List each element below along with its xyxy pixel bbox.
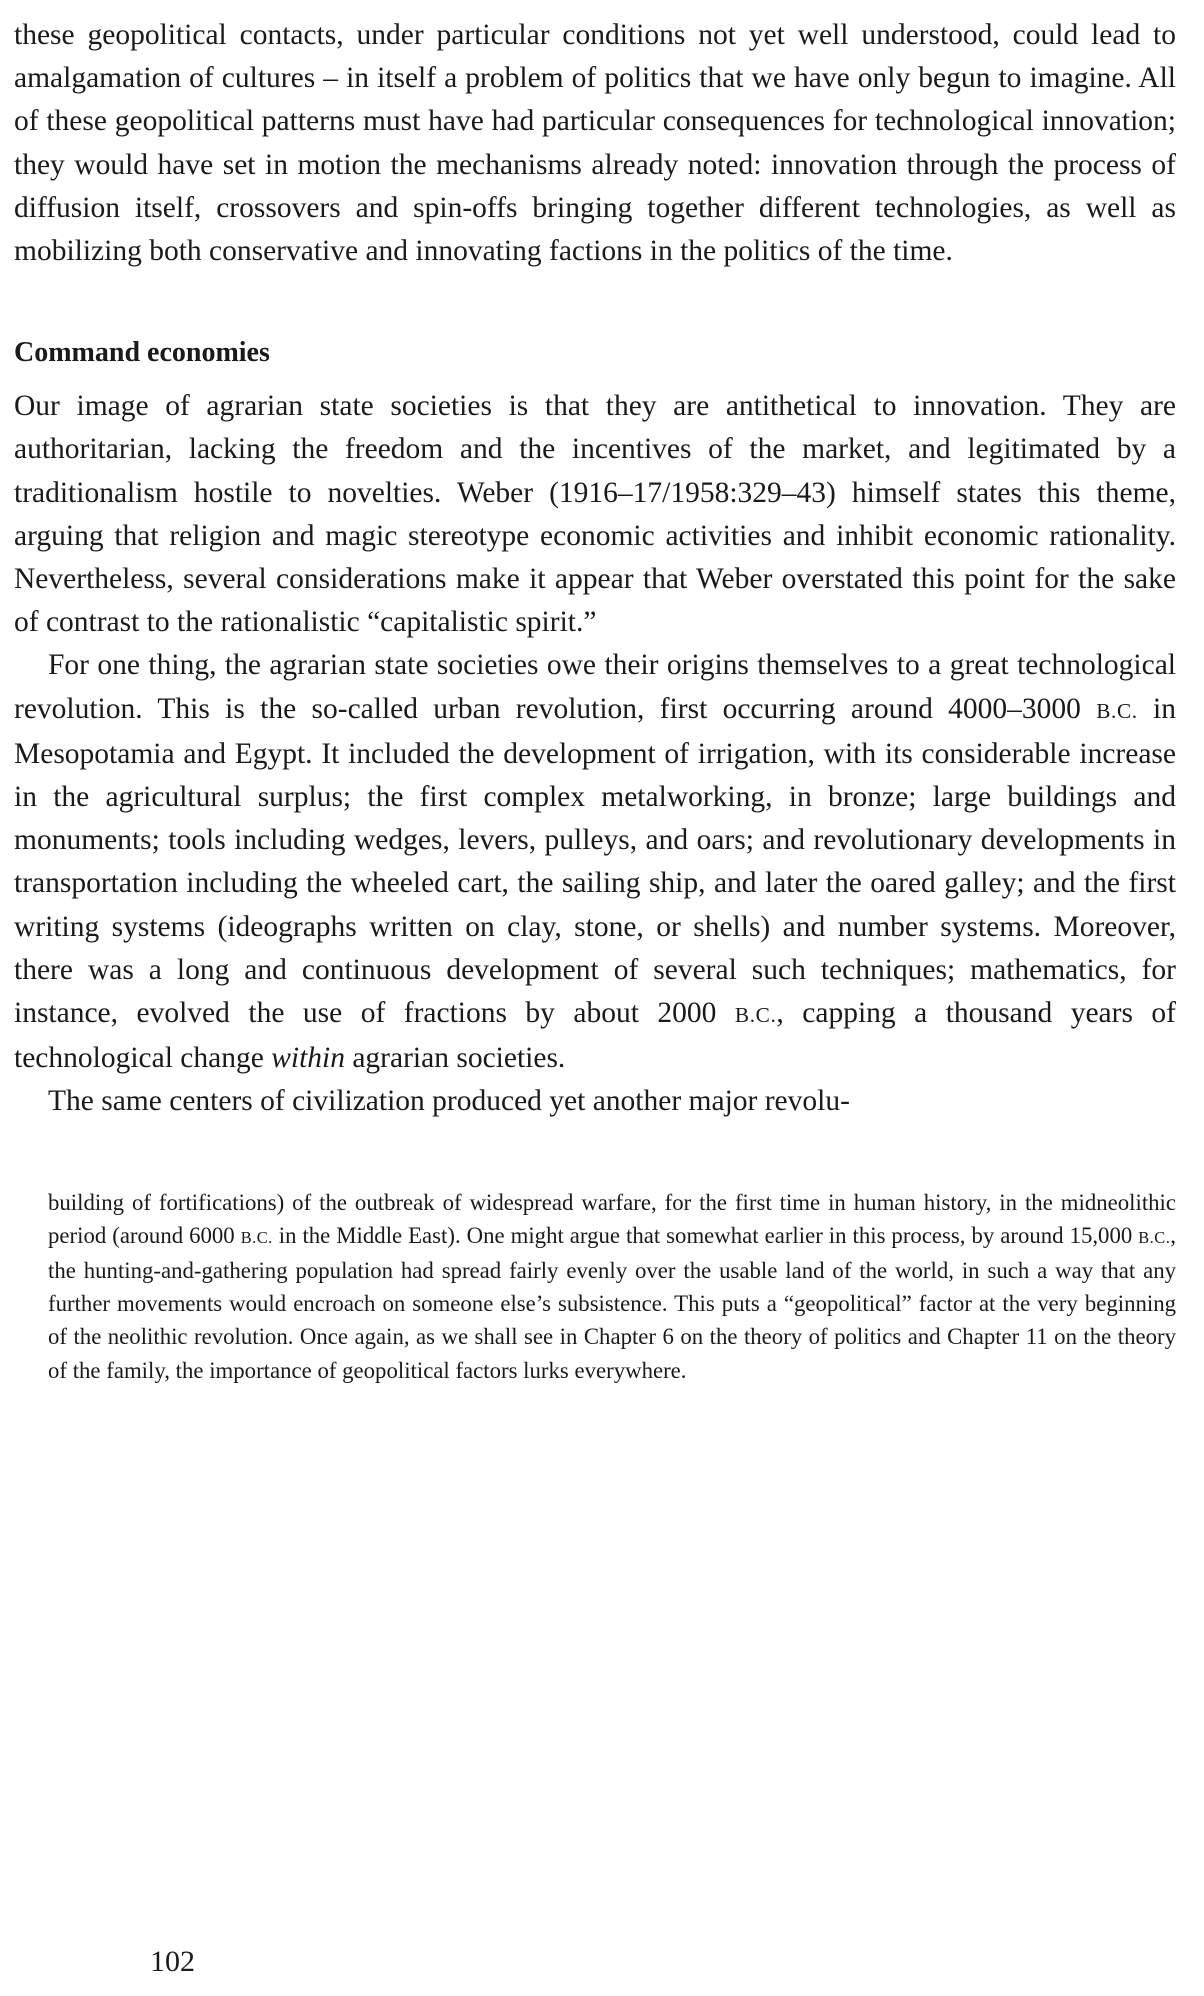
- footnote-text-a: building of fortifications) of the outbreak of widespread warfare, for the first time in human history, in the midneolithic period (around 6000: [48, 1189, 1176, 1248]
- paragraph-2-text-d: agrarian societies.: [344, 1042, 566, 1075]
- body-paragraph-3: The same centers of civilization produced yet another major revolu-: [48, 1085, 850, 1118]
- body-paragraph-2: [14, 644, 1176, 1080]
- footnote-text-c: , the hunting-and-gathering population had spread fairly evenly over the usable land of the world, in such a way that any further movements would encroach on someone else’s subsistence. This puts a “geopolitical” factor at the very beginning of the neolithic revolution. Once again, as we shall see in Chapter 6 on the theory of politics and Chapter 11 on the theory of the family, the importance of geopolitical factors lurks everywhere.: [48, 1222, 1176, 1383]
- paragraph-2-text-a: For one thing, the agrarian state societies owe their origins themselves to a great technological revolution. This is the so-called urban revolution, first occurring around 4000–3000: [14, 649, 1176, 725]
- intro-paragraph: these geopolitical contacts, under particular conditions not yet well understood, could lead to amalgamation of cultures – in itself a problem of politics that we have only begun to imagine. All of these geopolitical patterns must have had particular consequences for technological innovation; they would have set in motion the mechanisms already noted: innovation through the process of diffusion itself, crossovers and spin-offs bringing together different technologies, as well as mobilizing both conservative and innovating factions in the politics of the time.: [14, 19, 1176, 268]
- body-paragraph-1: Our image of agrarian state societies is that they are antithetical to innovation. They are authoritarian, lacking the freedom and the incentives of the market, and legitimated by a traditionalism hostile to novelties. Weber (1916–17/1958:329–43) himself states this theme, arguing that religion and magic stereotype economic activities and inhibit economic rationality. Nevertheless, several considerations make it appear that Weber overstated this point for the sake of contrast to the rationalistic “capitalistic spirit.”: [14, 390, 1176, 639]
- page-number: 102: [150, 1945, 195, 1978]
- era-abbreviation: B.C.: [734, 1003, 777, 1028]
- book-page: [14, 14, 1176, 1387]
- era-abbreviation: B.C.: [1096, 698, 1138, 723]
- paragraph-2-text-c: , capping a thousand years of technological change: [14, 997, 1176, 1075]
- paragraph-2-text-b: in Mesopotamia and Egypt. It included the development of irrigation, with its considerable increase in the agricultural surplus; the first complex metalworking, in bronze; large buildings and monuments; tools including wedges, levers, pulleys, and oars; and revolutionary developments in transportation including the wheeled cart, the sailing ship, and later the oared galley; and the first writing systems (ideographs written on clay, stone, or shells) and number systems. Moreover, there was a long and continuous development of several such techniques; mathematics, for instance, evolved the use of fractions by about 2000: [14, 692, 1176, 1030]
- footnote-text-b: in the Middle East). One might argue that somewhat earlier in this process, by around 15,000: [272, 1222, 1139, 1248]
- footnote: [48, 1186, 1176, 1387]
- era-abbreviation: B.C.: [1138, 1227, 1171, 1247]
- section-heading: Command economies: [14, 337, 270, 369]
- emphasis-within: within: [271, 1042, 345, 1075]
- era-abbreviation: B.C.: [240, 1227, 273, 1247]
